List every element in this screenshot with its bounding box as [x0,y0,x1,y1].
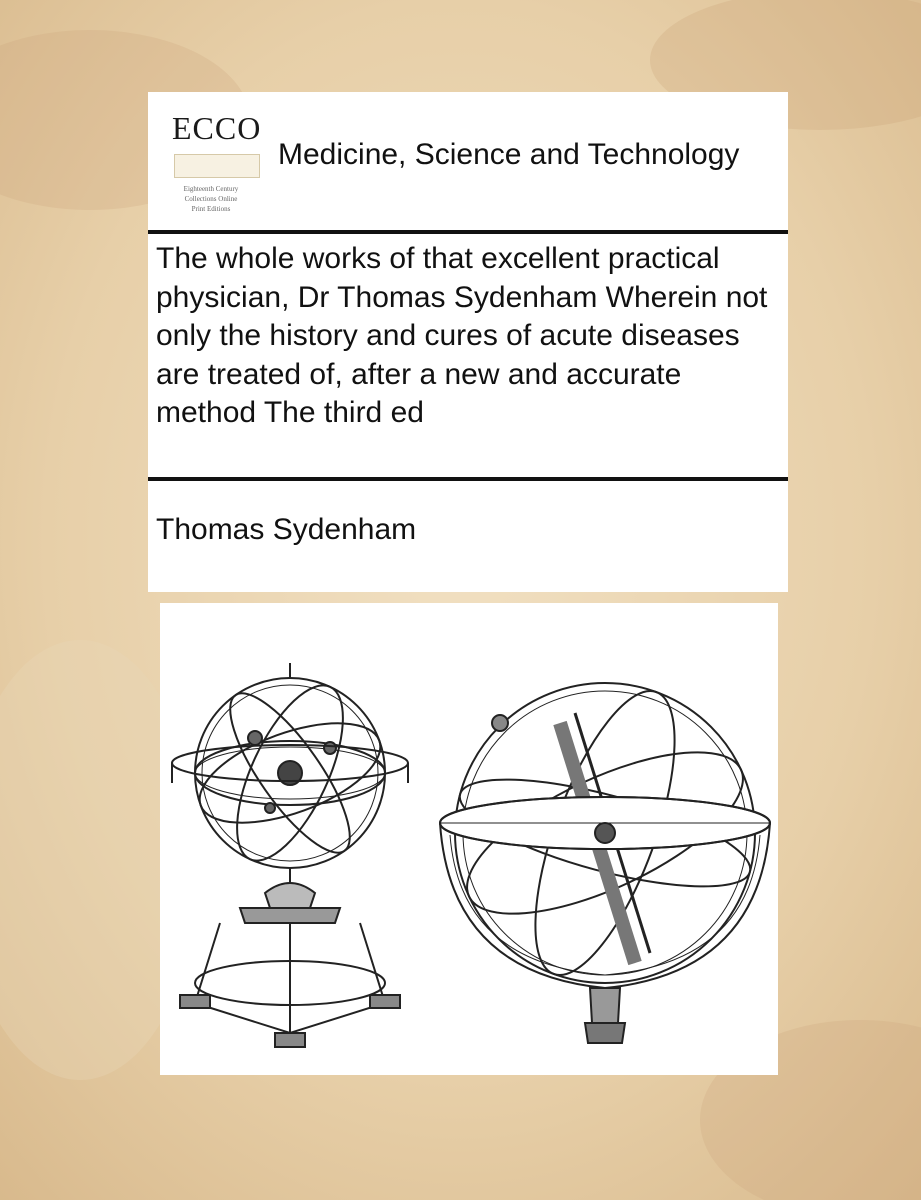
ecco-logo [164,106,262,226]
cover-text-panel [148,92,788,592]
book-title: The whole works of that excellent practical physician, Dr Thomas Sydenham Wherein not only the history and cures of acute diseases are treated of, after a new and accurate method The third ed [156,242,768,429]
logo-band [174,154,260,178]
series-name: Medicine, Science and Technology [278,138,740,171]
armillary-sphere-icon [440,675,770,1043]
armillary-sphere-icon [172,663,408,1047]
divider-bottom [148,477,788,481]
logo-mark: ECCO [172,110,262,146]
author-name: Thomas Sydenham [156,513,417,546]
divider-top [148,230,788,234]
logo-caption-line: Collections Online [184,195,238,203]
logo-caption [164,184,258,214]
logo-caption-line: Print Editions [191,205,231,213]
illustration-panel [160,603,778,1075]
logo-caption-line: Eighteenth Century [183,185,239,193]
